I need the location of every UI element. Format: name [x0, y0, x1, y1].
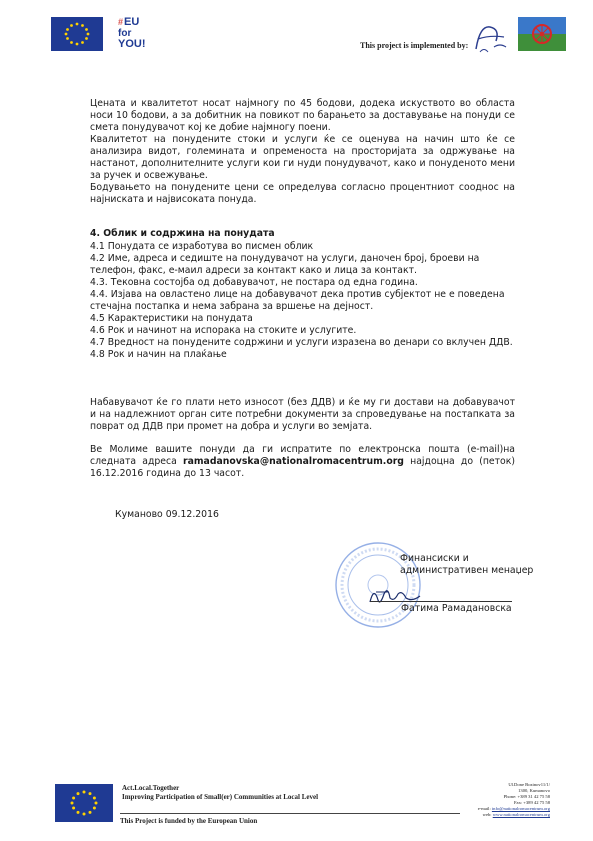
section-title: 4. Облик и содржина на понудата — [90, 228, 275, 239]
signatory-name: Фатима Рамадановска — [401, 603, 512, 614]
place-date: Куманово 09.12.2016 — [115, 509, 219, 520]
roma-flag-icon — [518, 17, 566, 51]
footer-web-link[interactable]: www.nationalromacentrum.org — [492, 812, 550, 817]
criteria-paragraph: Цената и квалитетот носат најмногу по 45 бодови, додека искуството во областа носи 10 бодови, а за добитник на повикот по барањето за доставување на понуди се смета понудувачот кој ке добие најмногу поени. Квалитетот на понудените стоки и услуги ќе се оценува на начин што ќе се анализира видот, големината и опременоста на просториjата за одржување на настанот, дополнителните услуги кои ги нуди понудувачот, како и понуденото мени за ручек и освежување. Бодувањето на понудените цени се определува согласно процентниот сооднос на најниската и највисоката понуда. — [90, 98, 515, 205]
footer-program: Act.Local.Together Improving Participation of Small(er) Communities at Local Level This Project is funded by the European Union — [120, 784, 319, 825]
implemented-by-label: This project is implemented by: — [360, 41, 469, 50]
vat-paragraph: Набавувачот ќе го плати нето износот (без ДДВ) и ќе му ги достави на добавувачот и на надлежниот орган сите потребни документи за спроведување на постапката за поврат од ДДВ при промет на добра и услуги во земјата. — [90, 397, 515, 432]
contact-email-link[interactable]: ramadanovska@nationalromacentrum.org — [183, 456, 404, 467]
list-item: 4.6 Рок и начинот на испорака на стоките и услугите. — [90, 325, 357, 336]
offer-form-section — [90, 228, 515, 361]
list-item: стечајна постапка и нема забрана за вршење на дејност. — [90, 301, 374, 312]
footer-contact: Ul.Done Bozinov11/1/ 1300, Kumanovo Phone: +389 31 42 75 58 Fax: +389 42 75 58 e-mail: info@nationalromacentrum.org web: www.nationalromacentrum.org — [477, 782, 550, 817]
footer-email-link[interactable]: info@nationalromacentrum.org — [491, 806, 550, 811]
list-item: 4.4. Изјава на овластено лице на добавувачот дека против субјектот не е поведена — [90, 289, 505, 300]
submission-paragraph: Ве Молиме вашите понуди да ги испратите по електронска пошта (e-mail)на следната адреса ramadanovska@nationalromacentrum.org најдоцна до (петок) 16.12.2016 година до 13 часот. — [90, 444, 515, 479]
list-item: 4.1 Понудата се изработува во писмен облик — [90, 241, 314, 252]
list-item: 4.5 Карактеристики на понудата — [90, 313, 253, 324]
list-item: 4.8 Рок и начин на плаќање — [90, 349, 227, 360]
eu-flag-icon — [55, 784, 113, 822]
list-item: 4.2 Име, адреса и седиште на понудувачот на услуги, даночен број, броеви на телефон, факс, е-маил адреси за контакт како и лица за контакт. — [90, 253, 480, 276]
list-item: 4.3. Тековна состојба од добавувачот, не постара од една година. — [90, 277, 418, 288]
arc-logo-icon — [470, 19, 510, 55]
list-item: 4.7 Вредност на понудените содржини и услуги изразена во денари со вклучен ДДВ. — [90, 337, 513, 348]
signature-line — [370, 601, 512, 602]
signatory-title: Финансиски и административен менаџер — [400, 553, 534, 576]
eu-for-you-logo: #EU for YOU! — [118, 16, 146, 50]
eu-flag-icon — [51, 17, 103, 51]
funded-by-label: This Project is funded by the European Union — [120, 817, 258, 825]
footer-divider — [120, 813, 460, 814]
